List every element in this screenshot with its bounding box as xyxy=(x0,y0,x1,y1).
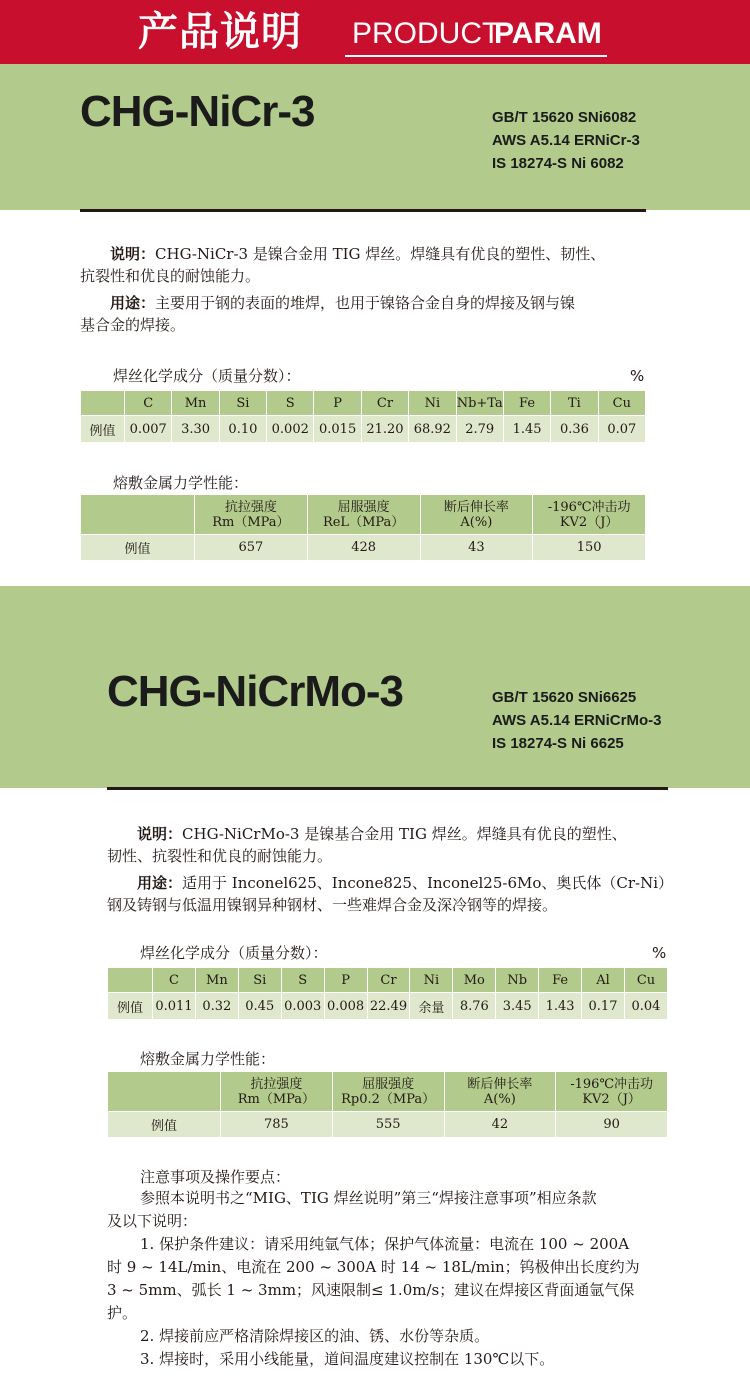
mech-value-cell: 90 xyxy=(556,1112,668,1138)
chem-value-cell: 21.20 xyxy=(361,416,408,443)
chem-header-cell: Ti xyxy=(551,391,598,416)
notes-body xyxy=(107,1187,707,1371)
product-2-chem-table xyxy=(107,967,668,1020)
notes-line: 2. 焊接前应严格清除焊接区的油、锈、水份等杂质。 xyxy=(140,1327,490,1345)
chem-header-cell: Nb xyxy=(496,968,539,993)
mech-value-cell: 657 xyxy=(195,535,308,561)
chem-value-cell: 0.10 xyxy=(219,416,266,443)
mech-header-cell: 抗拉强度 Rm（MPa） xyxy=(221,1072,333,1112)
chem-header-cell: Mo xyxy=(453,968,496,993)
mech-value-cell: 42 xyxy=(444,1112,556,1138)
mech-header-cell: 断后伸长率 A(%) xyxy=(420,495,533,535)
chem-header-cell: P xyxy=(314,391,361,416)
product-1-description xyxy=(80,243,680,287)
notes-line: 1. 保护条件建议：请采用纯氩气体；保护气体流量：电流在 100 ~ 200A xyxy=(140,1235,630,1253)
mech-value-cell: 555 xyxy=(332,1112,444,1138)
chem-header-cell: Fe xyxy=(539,968,582,993)
product-1-standard: GB/T 15620 SNi6082 xyxy=(492,109,637,126)
chem-value-cell: 1.45 xyxy=(503,416,550,443)
product-2-standard: IS 18274-S Ni 6625 xyxy=(492,735,624,752)
chem-header-cell: Mn xyxy=(195,968,238,993)
product-1-usage xyxy=(80,292,680,336)
notes-line: 参照本说明书之“MIG、TIG 焊丝说明”第三“焊接注意事项”相应条款 xyxy=(140,1189,597,1207)
product-1-mech-title: 熔敷金属力学性能： xyxy=(113,474,249,492)
mech-value-cell: 785 xyxy=(221,1112,333,1138)
mech-value-cell: 例值 xyxy=(81,535,195,561)
description-label: 说明： xyxy=(137,825,183,843)
product-2-chem-title: 焊丝化学成分（质量分数）： xyxy=(140,944,328,962)
chem-value-row xyxy=(81,416,646,443)
chem-header-cell: Cr xyxy=(361,391,408,416)
product-2-usage xyxy=(107,872,727,916)
notes-line: 3 ~ 5mm、弧长 1 ~ 3mm；风速限制≤ 1.0m/s；建议在焊接区背面通氩气保 xyxy=(107,1281,635,1299)
banner-title-en-light: PRODUCT xyxy=(352,17,501,50)
usage-label: 用途： xyxy=(137,874,183,892)
chem-header-cell: Cu xyxy=(624,968,667,993)
chem-header-cell xyxy=(108,968,153,993)
banner-underline xyxy=(345,55,607,57)
product-2-standard: AWS A5.14 ERNiCrMo-3 xyxy=(492,712,662,729)
chem-value-cell: 0.32 xyxy=(195,993,238,1020)
chem-value-cell: 例值 xyxy=(108,993,153,1020)
chem-value-cell: 0.002 xyxy=(267,416,314,443)
chem-header-cell: Cu xyxy=(598,391,645,416)
chem-value-cell: 0.007 xyxy=(125,416,172,443)
chem-value-cell: 2.79 xyxy=(456,416,503,443)
chem-header-cell: Mn xyxy=(172,391,219,416)
mech-header-cell: 断后伸长率 A(%) xyxy=(444,1072,556,1112)
product-1-model: CHG-NiCr-3 xyxy=(80,87,315,136)
chem-value-cell: 0.008 xyxy=(324,993,367,1020)
product-2-divider xyxy=(107,787,668,790)
chem-value-cell: 0.003 xyxy=(281,993,324,1020)
notes-line: 时 9 ~ 14L/min、电流在 200 ~ 300A 时 14 ~ 18L/min；钨极伸出长度约为 xyxy=(107,1258,640,1276)
mech-header-row xyxy=(108,1072,668,1112)
chem-value-cell: 余量 xyxy=(410,993,453,1020)
product-2-standards xyxy=(492,686,661,755)
chem-value-cell: 3.45 xyxy=(496,993,539,1020)
product-1-chem-title: 焊丝化学成分（质量分数）： xyxy=(113,367,301,385)
chem-value-cell: 例值 xyxy=(81,416,125,443)
banner-title-cn: 产品说明 xyxy=(138,9,302,55)
usage-label: 用途： xyxy=(110,294,156,312)
mech-header-cell xyxy=(81,495,195,535)
chem-value-cell: 0.015 xyxy=(314,416,361,443)
chem-header-cell: Fe xyxy=(503,391,550,416)
description-text: CHG-NiCrMo-3 是镍基合金用 TIG 焊丝。焊缝具有优良的塑性、 xyxy=(182,825,627,843)
chem-header-cell: Ni xyxy=(410,968,453,993)
notes-line: 及以下说明： xyxy=(107,1212,198,1230)
chem-header-cell: Cr xyxy=(367,968,410,993)
chem-value-cell: 8.76 xyxy=(453,993,496,1020)
chem-header-cell: Ni xyxy=(409,391,456,416)
chem-value-cell: 0.011 xyxy=(153,993,196,1020)
chem-value-cell: 68.92 xyxy=(409,416,456,443)
mech-header-row xyxy=(81,495,646,535)
product-1-divider xyxy=(80,209,646,212)
description-text: 抗裂性和优良的耐蚀能力。 xyxy=(80,267,261,285)
notes-title: 注意事项及操作要点： xyxy=(140,1168,291,1186)
chem-header-cell: Si xyxy=(238,968,281,993)
product-1-standard: IS 18274-S Ni 6082 xyxy=(492,155,624,172)
mech-value-cell: 428 xyxy=(307,535,420,561)
mech-header-cell: 屈服强度 Rp0.2（MPa） xyxy=(332,1072,444,1112)
chem-header-cell: S xyxy=(281,968,324,993)
description-text: CHG-NiCr-3 是镍合金用 TIG 焊丝。焊缝具有优良的塑性、韧性、 xyxy=(155,245,606,263)
notes-line: 护。 xyxy=(107,1304,138,1322)
product-2-mech-title: 熔敷金属力学性能： xyxy=(140,1050,276,1068)
description-label: 说明： xyxy=(110,245,156,263)
product-1-mech-table xyxy=(80,494,646,561)
mech-header-cell: -196℃冲击功 KV2（J） xyxy=(556,1072,668,1112)
chem-value-row xyxy=(108,993,668,1020)
product-2-chem-unit: % xyxy=(652,944,667,962)
mech-value-cell: 例值 xyxy=(108,1112,221,1138)
chem-header-cell: Nb+Ta xyxy=(456,391,503,416)
mech-header-cell: 抗拉强度 Rm（MPa） xyxy=(195,495,308,535)
mech-value-cell: 150 xyxy=(533,535,646,561)
usage-text: 基合金的焊接。 xyxy=(80,316,186,334)
chem-value-cell: 0.17 xyxy=(582,993,625,1020)
chem-value-cell: 0.07 xyxy=(598,416,645,443)
chem-value-cell: 1.43 xyxy=(539,993,582,1020)
notes-line: 3. 焊接时，采用小线能量，道间温度建议控制在 130℃以下。 xyxy=(140,1350,555,1368)
mech-header-cell xyxy=(108,1072,221,1112)
chem-header-cell: Al xyxy=(582,968,625,993)
product-2-mech-table xyxy=(107,1071,668,1138)
chem-header-cell xyxy=(81,391,125,416)
product-2-model: CHG-NiCrMo-3 xyxy=(107,667,403,716)
mech-header-cell: 屈服强度 ReL（MPa） xyxy=(307,495,420,535)
product-1-standards xyxy=(492,106,640,175)
banner-title-en-bold: PARAM xyxy=(494,17,602,50)
chem-value-cell: 0.04 xyxy=(624,993,667,1020)
product-2-standard: GB/T 15620 SNi6625 xyxy=(492,689,637,706)
chem-header-cell: C xyxy=(153,968,196,993)
chem-header-row xyxy=(108,968,668,993)
chem-value-cell: 0.36 xyxy=(551,416,598,443)
product-1-standard: AWS A5.14 ERNiCr-3 xyxy=(492,132,640,149)
usage-text: 适用于 Inconel625、Incone825、Inconel25-6Mo、奥氏体（Cr-Ni） xyxy=(182,874,674,892)
mech-value-cell: 43 xyxy=(420,535,533,561)
product-1-chem-unit: % xyxy=(630,367,645,385)
usage-text: 主要用于钢的表面的堆焊，也用于镍铬合金自身的焊接及钢与镍 xyxy=(155,294,576,312)
chem-header-cell: Si xyxy=(219,391,266,416)
chem-value-cell: 22.49 xyxy=(367,993,410,1020)
mech-value-row xyxy=(108,1112,668,1138)
product-2-description xyxy=(107,823,707,867)
mech-header-cell: -196℃冲击功 KV2（J） xyxy=(533,495,646,535)
product-1-chem-table xyxy=(80,390,646,443)
chem-header-row xyxy=(81,391,646,416)
chem-value-cell: 0.45 xyxy=(238,993,281,1020)
description-text: 韧性、抗裂性和优良的耐蚀能力。 xyxy=(107,847,333,865)
usage-text: 钢及铸钢与低温用镍钢异种钢材、一些难焊合金及深冷钢等的焊接。 xyxy=(107,896,558,914)
chem-header-cell: P xyxy=(324,968,367,993)
chem-header-cell: C xyxy=(125,391,172,416)
chem-value-cell: 3.30 xyxy=(172,416,219,443)
chem-header-cell: S xyxy=(267,391,314,416)
mech-value-row xyxy=(81,535,646,561)
